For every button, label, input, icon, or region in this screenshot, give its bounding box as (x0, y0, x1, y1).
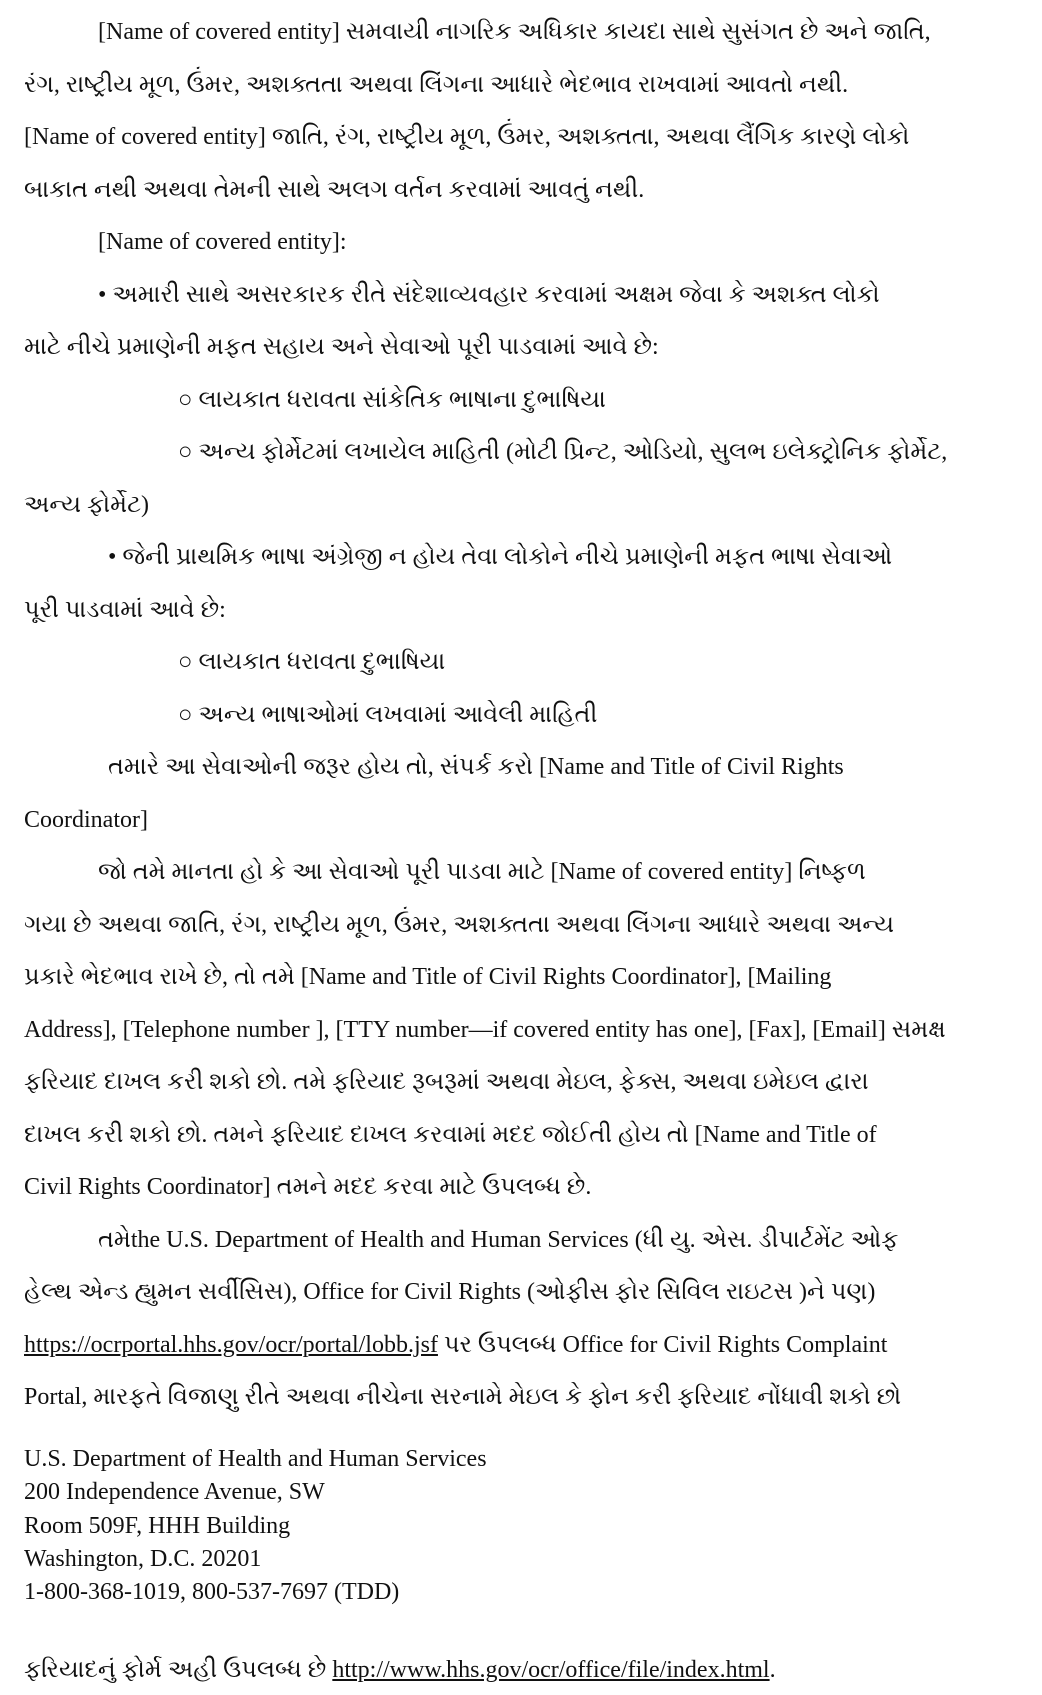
sub-bullet-item: ○ લાયકાત ધરાવતા દુભાષિયા (178, 649, 446, 675)
bullet-item: • જેની પ્રાથમિક ભાષા અંગ્રેજી ન હોય તેવા લોકોને નીચે પ્રમાણેની મફત ભાષા સેવાઓ (108, 544, 893, 570)
entity-heading: [Name of covered entity]: (98, 229, 347, 255)
paragraph-line: ફરિયાદ દાખલ કરી શકો છો. તમે ફરિયાદ રૂબરૂમાં અથવા મેઇલ, ફેક્સ, અથવા ઇમેઇલ દ્વારા (24, 1069, 869, 1095)
mailing-address (24, 1443, 924, 1609)
address-line: Room 509F, HHH Building (24, 1512, 291, 1539)
complaint-form-end: . (769, 1657, 776, 1683)
paragraph-line: દાખલ કરી શકો છો. તમને ફરિયાદ દાખલ કરવામાં મદદ જોઈતી હોય તો [Name and Title of (24, 1121, 877, 1148)
paragraph-line: ગયા છે અથવા જાતિ, રંગ, રાષ્ટ્રીય મૂળ, ઉંમર, અશક્તતા અથવા લિંગના આધારે અથવા અન્ય (24, 911, 895, 938)
paragraph-line: Civil Rights Coordinator] તમને મદદ કરવા માટે ઉપલબ્ધ છે. (24, 1174, 592, 1200)
paragraph-line: [Name of covered entity] જાતિ, રંગ, રાષ્ટ્રીય મૂળ, ઉંમર, અશક્તતા, અથવા લૈંગિક કારણે લોકો (24, 124, 910, 150)
paragraph-line: Portal, મારફતે વિજાણુ રીતે અથવા નીચેના સરનામે મેઇલ કે ફોન કરી ફરિયાદ નોંધાવી શકો છો (24, 1384, 902, 1410)
bullet-item: • અમારી સાથે અસરકારક રીતે સંદેશાવ્યવહાર કરવામાં અક્ષમ જેવા કે અશક્ત લોકો (98, 281, 880, 308)
paragraph-line: અન્ય ફોર્મેટ) (24, 491, 150, 518)
paragraph-line: હેલ્થ એન્ડ હ્યુમન સર્વીસિસ), Office for Civil Rights (ઓફીસ ફોર સિવિલ રાઇટસ )ને પણ) (24, 1279, 876, 1305)
sub-bullet-item: ○ અન્ય ફોર્મેટમાં લખાયેલ માહિતી (મોટી પ્રિન્ટ, ઓડિયો, સુલભ ઇલેક્ટ્રોનિક ફોર્મેટ, (178, 439, 948, 465)
address-line: Washington, D.C. 20201 (24, 1545, 262, 1572)
paragraph-line: જો તમે માનતા હો કે આ સેવાઓ પૂરી પાડવા માટે [Name of covered entity] નિષ્ફળ (98, 859, 866, 885)
paragraph-line: પૂરી પાડવામાં આવે છે: (24, 596, 226, 623)
notice-body (24, 6, 1014, 1424)
paragraph-line: બાકાત નથી અથવા તેમની સાથે અલગ વર્તન કરવામાં આવતું નથી. (24, 176, 645, 203)
phone-line: 1-800-368-1019, 800-537-7697 (TDD) (24, 1579, 400, 1606)
complaint-form-line (24, 1651, 1014, 1689)
paragraph-line: Address], [Telephone number ], [TTY number—if covered entity has one], [Fax], [Email] સમક્ષ (24, 1016, 946, 1043)
paragraph-line: રંગ, રાષ્ટ્રીય મૂળ, ઉંમર, અશક્તતા અથવા લિંગના આધારે ભેદભાવ રાખવામાં આવતો નથી. (24, 71, 849, 98)
address-line: U.S. Department of Health and Human Services (24, 1446, 487, 1472)
portal-line-text: પર ઉપલબ્ધ Office for Civil Rights Complaint (437, 1331, 888, 1358)
paragraph-line: માટે નીચે પ્રમાણેની મફત સહાય અને સેવાઓ પૂરી પાડવામાં આવે છે: (24, 334, 659, 360)
paragraph-line: Coordinator] (24, 806, 148, 833)
paragraph-line: પ્રકારે ભેદભાવ રાખે છે, તો તમે [Name and Title of Civil Rights Coordinator], [Mailing (24, 964, 832, 990)
portal-line (24, 1319, 1014, 1372)
address-line: 200 Independence Avenue, SW (24, 1479, 325, 1506)
sub-bullet-item: ○ અન્ય ભાષાઓમાં લખવામાં આવેલી માહિતી (178, 701, 598, 728)
ocr-portal-link[interactable]: https://ocrportal.hhs.gov/ocr/portal/lobb.jsf (24, 1331, 438, 1358)
paragraph-line: તમારે આ સેવાઓની જરૂર હોય તો, સંપર્ક કરો [Name and Title of Civil Rights (108, 754, 844, 780)
paragraph-line: તમેthe U.S. Department of Health and Human Services (ધી યુ. એસ. ડીપાર્ટમેંટ ઓફ (98, 1226, 899, 1253)
complaint-form-link[interactable]: http://www.hhs.gov/ocr/office/file/index.html (332, 1657, 770, 1683)
complaint-form-text: ફરિયાદનું ફોર્મ અહી ઉપલબ્ધ છે (24, 1657, 333, 1683)
sub-bullet-item: ○ લાયકાત ધરાવતા સાંકેતિક ભાષાના દુભાષિયા (178, 386, 606, 413)
paragraph-line: [Name of covered entity] સમવાયી નાગરિક અધિકાર કાયદા સાથે સુસંગત છે અને જાતિ, (98, 19, 931, 45)
